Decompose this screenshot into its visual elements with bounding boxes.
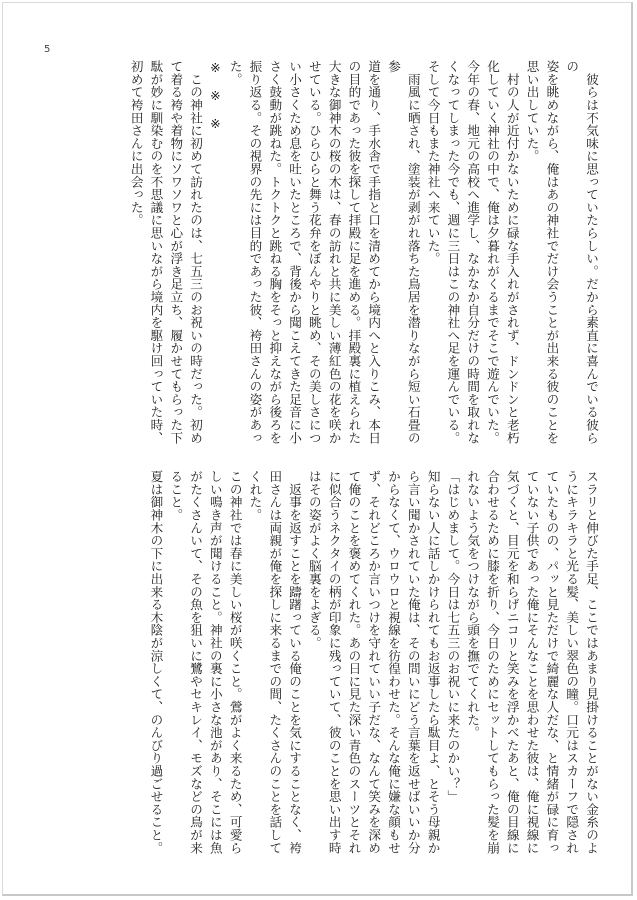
text-line: 雨風に晒され、塗装が剥がれ落ちた鳥居を潜りながら短い石畳の参 bbox=[386, 60, 421, 444]
text-line: くなってしまった今でも、週に三日はこの神社へ足を運んでいる。 bbox=[445, 60, 461, 444]
text-line: 姿を眺めながら、俺はあの神社でだけ会うことが出来る彼のことを bbox=[544, 60, 560, 444]
text-line: 大きな御神木の桜の木は、春の訪れと共に美しい薄紅色の花を咲か bbox=[326, 60, 342, 444]
text-line: 化していく神社の中で、俺は夕暮れがくるまでそこで遊んでいた。 bbox=[485, 60, 501, 444]
text-line: はその姿がよく脳裏をよぎる。 bbox=[306, 470, 322, 650]
text-line: 彼らは不気味に思っていたらしい。だから素直に喜んでいる彼らの bbox=[564, 60, 599, 444]
text-line: て着る袴や着物にソワソワと心が浮き足立ち、履かせてもらった下 bbox=[168, 60, 184, 444]
text-line: ていたものの、パッと見ただけで綺麗な人だな、と情緒が碌に育っ bbox=[544, 470, 560, 854]
text-line: 道を通り、手水舎で手指と口を清めてから境内へと入りこみ、本日 bbox=[366, 60, 382, 444]
text-line: からなくて、ウロウロと視線を彷徨わせた。そんな俺に嫌な顔もせ bbox=[386, 470, 402, 854]
text-line: さく鼓動が跳ねた。トクトクと跳ねる胸をそっと抑えながら後ろを bbox=[267, 60, 283, 444]
text-line: 田さんは両親が俺を探しに来るまでの間、たくさんのことを話して bbox=[267, 470, 283, 854]
text-line: れないよう気をつけながら頭を撫でてくれた。 bbox=[465, 470, 481, 739]
text-line: 駄が妙に馴染むのを不思議に思いながら境内を駆け回っていた時、 bbox=[148, 60, 164, 444]
scene-break: ※ ※ ※ bbox=[207, 60, 223, 132]
text-line: 知らない人に話しかけられてもお返事したら駄目よ、とそう母親か bbox=[425, 470, 441, 854]
text-line: 思い出していた。 bbox=[524, 60, 540, 163]
text-line: 気づくと、目元を和らげニコリと笑みを浮かべたあと、俺の目線に bbox=[504, 470, 520, 854]
text-line: くれた。 bbox=[247, 470, 263, 522]
text-line: 合わせるために膝を折り、今日のためにセットしてもらった髪を崩 bbox=[485, 470, 501, 854]
text-line: た。 bbox=[227, 60, 243, 86]
text-line: 今年の春、地元の高校へ進学し、なかなか自分だけの時間を取れな bbox=[465, 60, 481, 444]
text-line: 振り返る。その視界の先には目的であった彼、袴田さんの姿があっ bbox=[247, 60, 263, 444]
text-line: がたくさんいて、その魚を狙いに鷺やセキレイ、モズなどの鳥が来 bbox=[188, 470, 204, 854]
text-line: て俺のことを褒めてくれた。あの日に見た深い青色のスーツとそれ bbox=[346, 470, 362, 854]
text-line: 返事を返すことを躊躇っている俺のことを気にすることなく、袴 bbox=[287, 470, 303, 854]
text-line: 初めて袴田さんに出会った。 bbox=[128, 60, 144, 227]
text-line: 夏は御神木の下に出来る木陰が涼しくて、のんびり過ごせること。 bbox=[148, 470, 164, 854]
text-line: せている。ひらひらと舞う花弁をぼんやりと眺め、その美しさにつ bbox=[306, 60, 322, 444]
text-line: そして今日もまた神社へ来ていた。 bbox=[425, 60, 441, 265]
upper-text-block bbox=[41, 60, 601, 444]
page-number: 5 bbox=[44, 44, 51, 55]
text-line: スラリと伸びた手足、ここではあまり見掛けることがない金糸のよ bbox=[584, 470, 599, 854]
dialogue-line: 「はじめまして。今日は七五三のお祝いに来たのかい？」 bbox=[445, 470, 461, 803]
text-line: この神社に初めて訪れたのは、七五三のお祝いの時だった。初め bbox=[188, 60, 204, 444]
text-line: しい鳴き声が聞けること。神社の裏に小さな池があり、そこには魚 bbox=[207, 470, 223, 854]
text-line: に似合うネクタイの柄が印象に残っていて、彼のことを思い出す時 bbox=[326, 470, 342, 854]
text-line: の目的であった彼を探して拝殿に足を進める。拝殿裏に植えられた bbox=[346, 60, 362, 444]
text-line: ること。 bbox=[168, 470, 184, 522]
lower-text-block bbox=[41, 470, 601, 872]
text-line: い小さくため息を吐いたところで、背後から聞こえてきた足音に小 bbox=[287, 60, 303, 444]
text-line: ら言い聞かされていた俺は、その問いにどう言葉を返せばいいか分 bbox=[405, 470, 421, 854]
text-line: この神社では春に美しい桜が咲くこと。鶯がよく来るため、可愛ら bbox=[227, 470, 243, 854]
text-line: 村の人が近付かないために碌な手入れがされず、ドンドンと老朽 bbox=[504, 60, 520, 444]
text-line: ていない子供であった俺にそんなことを思わせた彼は、俺に視線に bbox=[524, 470, 540, 854]
text-line: うにキラキラと光る髪、美しい翠色の瞳。口元はスカーフで隠され bbox=[564, 470, 580, 854]
text-line: ず、それどころか言いつけを守れていい子だな、なんて笑みを深め bbox=[366, 470, 382, 854]
